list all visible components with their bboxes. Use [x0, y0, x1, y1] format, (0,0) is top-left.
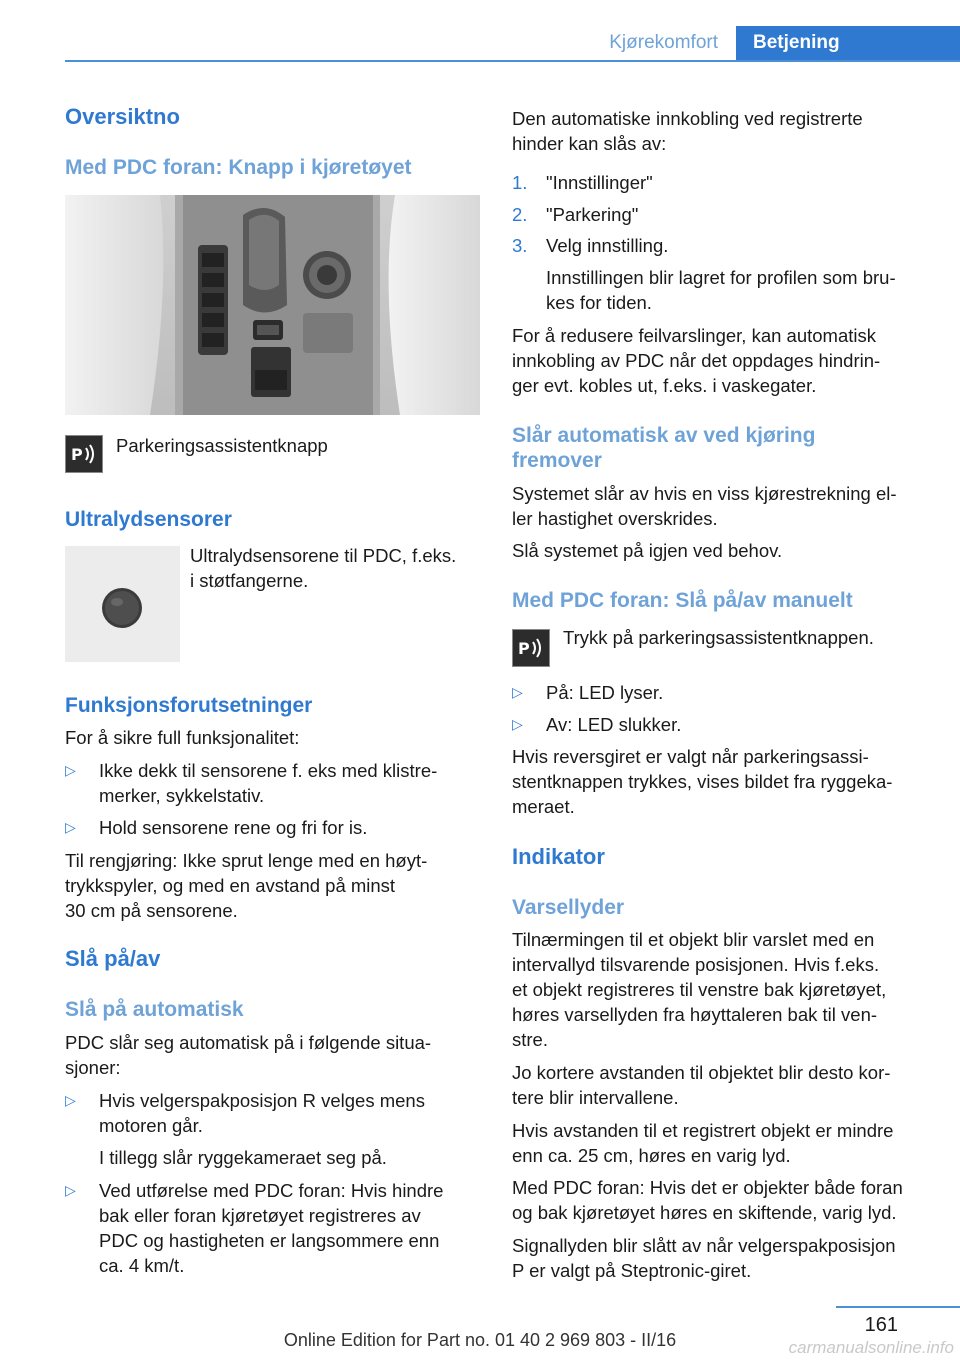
park-assist-button-icon — [512, 629, 550, 667]
rengjoring-line2: trykkspyler, og med en avstand på minst — [65, 875, 396, 896]
feilvarsling-line1: For å redusere feilvarslinger, kan automatisk — [512, 325, 877, 346]
varsel4-line1: Med PDC foran: Hvis det er objekter både foran — [512, 1177, 903, 1198]
auto-intro-line2: sjoner: — [65, 1057, 121, 1078]
heading-varsellyder: Varsellyder — [512, 896, 625, 919]
varsel1-line1: Tilnærmingen til et objekt blir varslet med en — [512, 929, 875, 950]
center-console-photo — [65, 195, 480, 415]
svg-text:P: P — [71, 445, 83, 464]
varsel5-line1: Signallyden blir slått av når velgerspakposisjon — [512, 1235, 896, 1256]
heading-indikator: Indikator — [512, 844, 605, 869]
varsel3-line1: Hvis avstanden til et registrert objekt er mindre — [512, 1120, 894, 1141]
slaar-av-line2: ler hastighet overskrides. — [512, 508, 718, 529]
feilvarsling-line2: innkobling av PDC når det oppdages hindrin- — [512, 350, 881, 371]
icon-caption: Parkeringsassistentknapp — [116, 435, 328, 456]
revers-line2: stentknappen trykkes, vises bildet fra ryggeka- — [512, 771, 893, 792]
rengjoring-line3: 30 cm på sensorene. — [65, 900, 238, 921]
page-number-rule — [836, 1306, 960, 1308]
ultra-text-line1: Ultralydsensorene til PDC, f.eks. — [190, 545, 457, 566]
heading-sla-pa-automatisk: Slå på automatisk — [65, 998, 244, 1021]
revers-line1: Hvis reversgiret er valgt når parkeringsassi- — [512, 746, 869, 767]
svg-text:P: P — [518, 639, 530, 658]
feilvarsling-line3: ger evt. kobles ut, f.eks. i vaskegater. — [512, 375, 817, 396]
intro-line1: Den automatiske innkobling ved registrerte — [512, 108, 863, 129]
ultra-text-line2: i støtfangerne. — [190, 570, 309, 591]
page-number: 161 — [864, 1314, 898, 1336]
varsel3-line2: enn ca. 25 cm, høres en varig lyd. — [512, 1145, 791, 1166]
header-tab-betjening[interactable]: Betjening — [736, 26, 960, 62]
park-assist-button-icon — [65, 435, 103, 473]
varsel1-line2: intervallyd tilsvarende posisjonen. Hvis f.eks. — [512, 954, 880, 975]
bullet-triangle-icon: ▷ — [65, 819, 76, 835]
heading-slaar-av-line2: fremover — [512, 449, 602, 472]
heading-funksjon: Funksjonsforutsetninger — [65, 694, 313, 717]
varsel2-line1: Jo kortere avstanden til objektet blir desto kor- — [512, 1062, 891, 1083]
heading-ultralyd: Ultralydsensorer — [65, 508, 232, 531]
funksjon-intro: For å sikre full funksjonalitet: — [65, 727, 300, 748]
heading-manuelt: Med PDC foran: Slå på/av manuelt — [512, 589, 853, 612]
bullet-triangle-icon: ▷ — [65, 762, 76, 778]
manuelt-text: Trykk på parkeringsassistentknappen. — [563, 627, 874, 648]
varsel2-line2: tere blir intervallene. — [512, 1087, 679, 1108]
edition-footer: Online Edition for Part no. 01 40 2 969 803 - II/16 — [283, 1330, 677, 1350]
slaa-paa-igjen: Slå systemet på igjen ved behov. — [512, 540, 783, 561]
auto-intro-line1: PDC slår seg automatisk på i følgende situa- — [65, 1032, 432, 1053]
sensor-photo — [65, 546, 180, 662]
intro-line2: hinder kan slås av: — [512, 133, 667, 154]
watermark: carmanualsonline.info — [788, 1338, 954, 1357]
heading-oversikt: Oversiktno — [65, 104, 180, 129]
bullet-triangle-icon: ▷ — [512, 716, 523, 732]
varsel1-line4: høres varsellyden fra høyttaleren bak til ven- — [512, 1004, 878, 1025]
rengjoring-line1: Til rengjøring: Ikke sprut lenge med en høyt- — [65, 850, 428, 871]
bullet-triangle-icon: ▷ — [65, 1092, 76, 1108]
slaar-av-line1: Systemet slår av hvis en viss kjørestrekning el- — [512, 483, 897, 504]
revers-line3: meraet. — [512, 796, 575, 817]
bullet-triangle-icon: ▷ — [65, 1182, 76, 1198]
varsel5-line2: P er valgt på Steptronic-giret. — [512, 1260, 752, 1281]
varsel1-line3: et objekt registreres til venstre bak kjøretøyet, — [512, 979, 887, 1000]
heading-slaar-av-line1: Slår automatisk av ved kjøring — [512, 424, 816, 447]
varsel1-line5: stre. — [512, 1029, 548, 1050]
header-rule — [65, 60, 960, 62]
heading-sla-pa-av: Slå på/av — [65, 946, 161, 971]
varsel4-line2: og bak kjøretøyet høres en skiftende, varig lyd. — [512, 1202, 897, 1223]
heading-pdc-knapp: Med PDC foran: Knapp i kjøretøyet — [65, 156, 412, 179]
header-section-label: Kjørekomfort — [609, 32, 718, 53]
bullet-triangle-icon: ▷ — [512, 684, 523, 700]
